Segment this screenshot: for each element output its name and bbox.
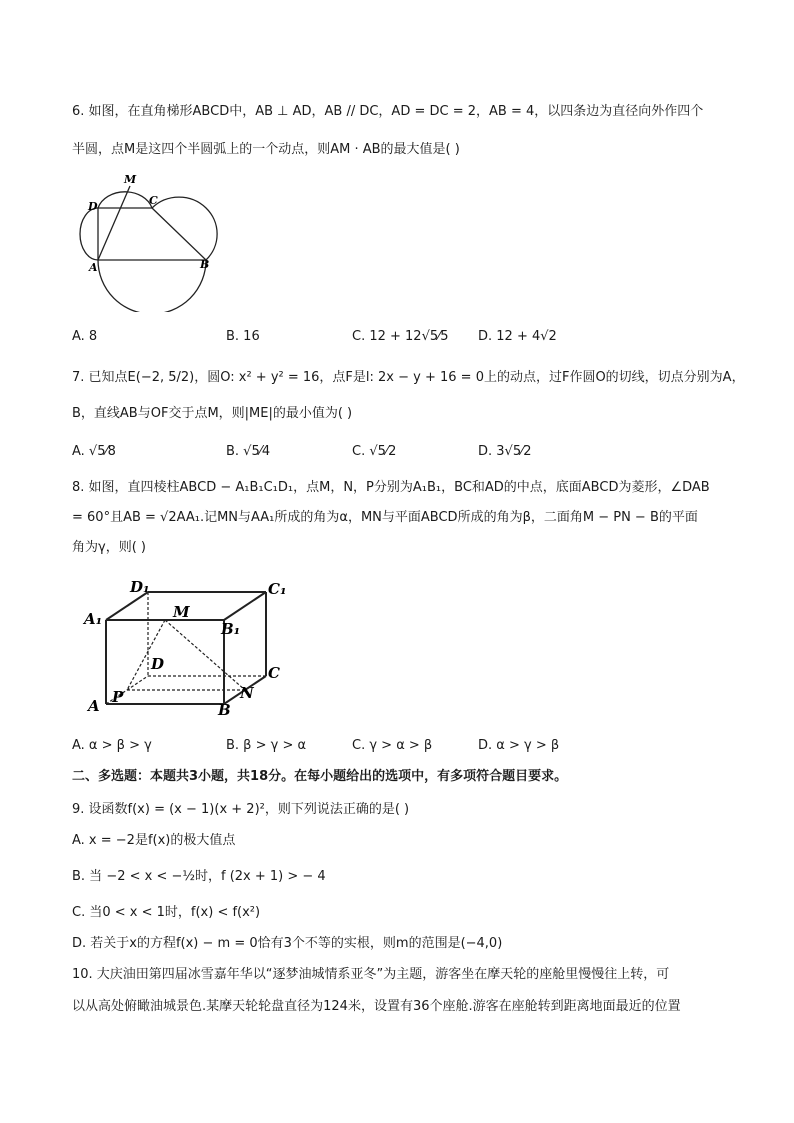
label-B8: B [218, 701, 231, 719]
q6-option-d: D. 12 + 4√2 [478, 329, 557, 344]
q7-option-d: D. 3√5⁄2 [478, 444, 532, 459]
q8-line1: 8. 如图，直四棱柱ABCD − A₁B₁C₁D₁，点M，N，P分别为A₁B₁，BC和AD的中点，底面ABCD为菱形，∠DAB [72, 480, 710, 495]
q10-line1: 10. 大庆油田第四届冰雪嘉年华以“逐梦油城情系亚冬”为主题，游客坐在摩天轮的座舱里慢慢往上转，可 [72, 967, 670, 982]
label-C1: C₁ [268, 580, 287, 598]
q8-option-a: A. α > β > γ [72, 738, 152, 753]
q9-option-b: B. 当 −2 < x < −½时，f (2x + 1) > − 4 [72, 869, 326, 884]
label-B1: B₁ [221, 620, 241, 638]
section-2-heading: 二、多选题：本题共3小题，共18分。在每小题给出的选项中，有多项符合题目要求。 [72, 769, 568, 784]
q8-option-d: D. α > γ > β [478, 738, 560, 753]
q9-option-c: C. 当0 < x < 1时，f(x) < f(x²) [72, 905, 261, 920]
q7-line2: B，直线AB与OF交于点M，则|ME|的最小值为( ) [72, 406, 353, 421]
q6-option-b: B. 16 [226, 329, 260, 344]
q6-option-c: C. 12 + 12√5⁄5 [352, 329, 449, 344]
q8-line2: = 60°且AB = √2AA₁.记MN与AA₁所成的角为α，MN与平面ABCD所成的角为β，二面角M − PN − B的平面 [72, 510, 698, 525]
q7-option-a: A. √5⁄8 [72, 444, 116, 459]
q6-line2: 半圆，点M是这四个半圆弧上的一个动点，则AM · AB的最大值是( ) [72, 142, 460, 157]
q6-line1: 6. 如图，在直角梯形ABCD中，AB ⊥ AD，AB // DC，AD = DC = 2，AB = 4，以四条边为直径向外作四个 [72, 104, 704, 119]
label-B: B [200, 258, 210, 271]
q6-option-a: A. 8 [72, 329, 98, 344]
q8-option-c: C. γ > α > β [352, 738, 433, 753]
q8-option-b: B. β > γ > α [226, 738, 307, 753]
q10-line2: 以从高处俯瞰油城景色.某摩天轮轮盘直径为124米，设置有36个座舱.游客在座舱转到距离地面最近的位置 [72, 999, 681, 1014]
label-N8: N [240, 684, 254, 702]
q9-stem: 9. 设函数f(x) = (x − 1)(x + 2)²，则下列说法正确的是( ) [72, 802, 410, 817]
q9-option-d: D. 若关于x的方程f(x) − m = 0恰有3个不等的实根，则m的范围是(−4,0) [72, 936, 503, 951]
label-D8: D [151, 655, 165, 673]
q8-figure [78, 572, 298, 722]
label-P8: P [112, 688, 124, 706]
q8-line3: 角为γ，则( ) [72, 540, 146, 555]
label-C: C [149, 194, 158, 207]
q6-figure [70, 172, 220, 312]
label-A1: A₁ [84, 610, 103, 628]
label-M8: M [173, 603, 190, 621]
q7-option-c: C. √5⁄2 [352, 444, 397, 459]
label-D1: D₁ [130, 578, 150, 596]
q7-option-b: B. √5⁄4 [226, 444, 271, 459]
label-M: M [124, 173, 137, 186]
q7-line1: 7. 已知点E(−2, 5/2)，圆O: x² + y² = 16，点F是l: 2x − y + 16 = 0上的动点，过F作圆O的切线，切点分别为A， [72, 370, 745, 385]
label-D: D [88, 200, 98, 213]
label-A: A [89, 261, 98, 274]
q9-option-a: A. x = −2是f(x)的极大值点 [72, 833, 236, 848]
label-C8: C [268, 664, 280, 682]
label-A8: A [88, 697, 100, 715]
